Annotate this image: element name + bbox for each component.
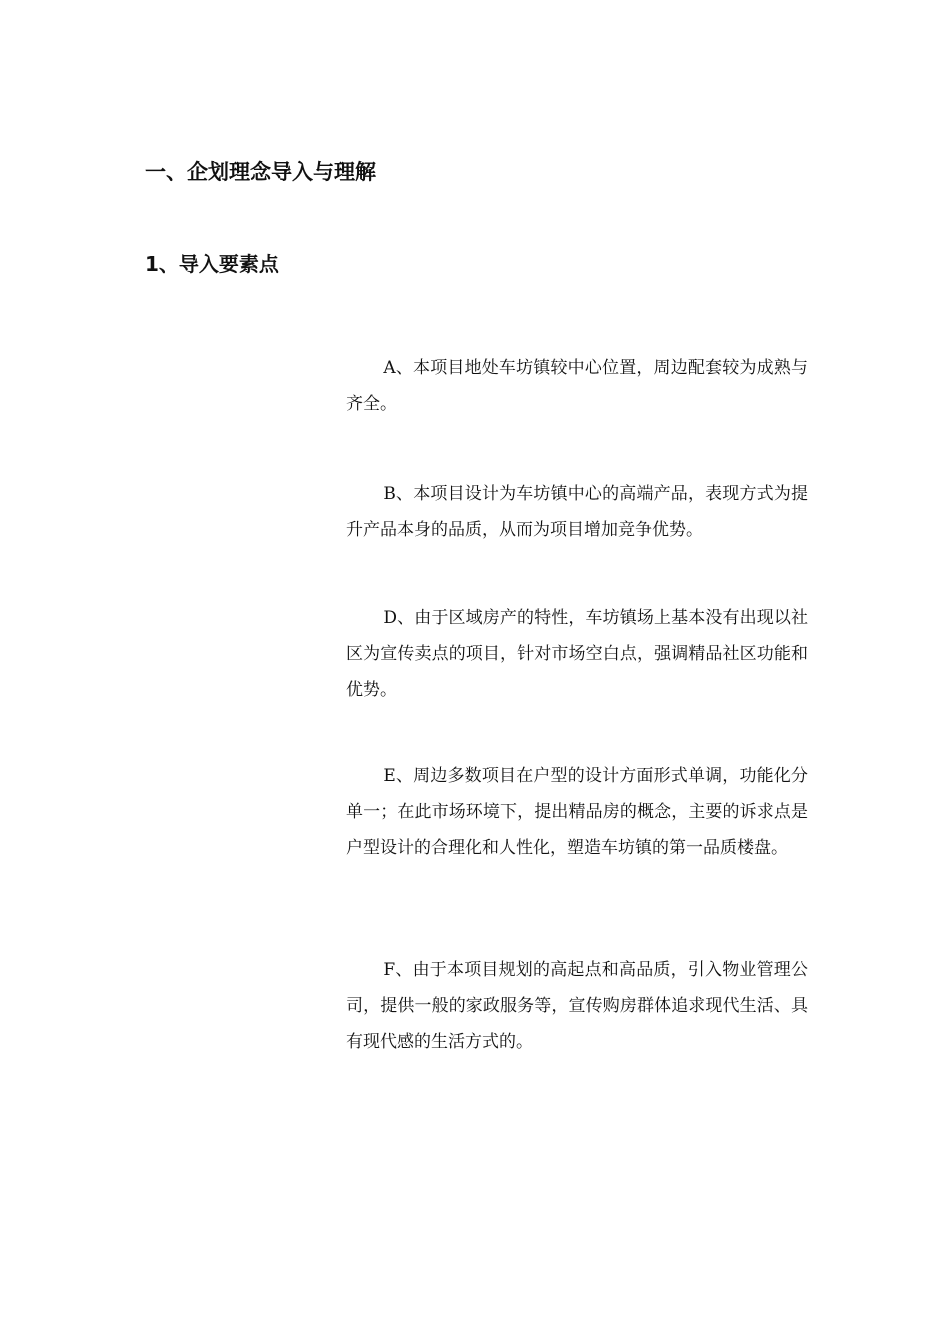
subsection-title: 1、导入要素点 — [145, 252, 279, 276]
point-f: F、由于本项目规划的高起点和高品质，引入物业管理公司，提供一般的家政服务等，宣传购房群体追求现代生活、具有现代感的生活方式的。 — [346, 960, 808, 1052]
point-d: D、由于区域房产的特性，车坊镇场上基本没有出现以社区为宣传卖点的项目，针对市场空白点，强调精品社区功能和优势。 — [346, 608, 808, 700]
point-b: B、本项目设计为车坊镇中心的高端产品，表现方式为提升产品本身的品质，从而为项目增加竞争优势。 — [346, 484, 808, 540]
point-a: A、本项目地处车坊镇较中心位置，周边配套较为成熟与齐全。 — [346, 358, 808, 414]
point-e: E、周边多数项目在户型的设计方面形式单调，功能化分单一；在此市场环境下，提出精品房的概念，主要的诉求点是户型设计的合理化和人性化，塑造车坊镇的第一品质楼盘。 — [346, 766, 808, 858]
section-title: 一、企划理念导入与理解 — [145, 160, 376, 184]
